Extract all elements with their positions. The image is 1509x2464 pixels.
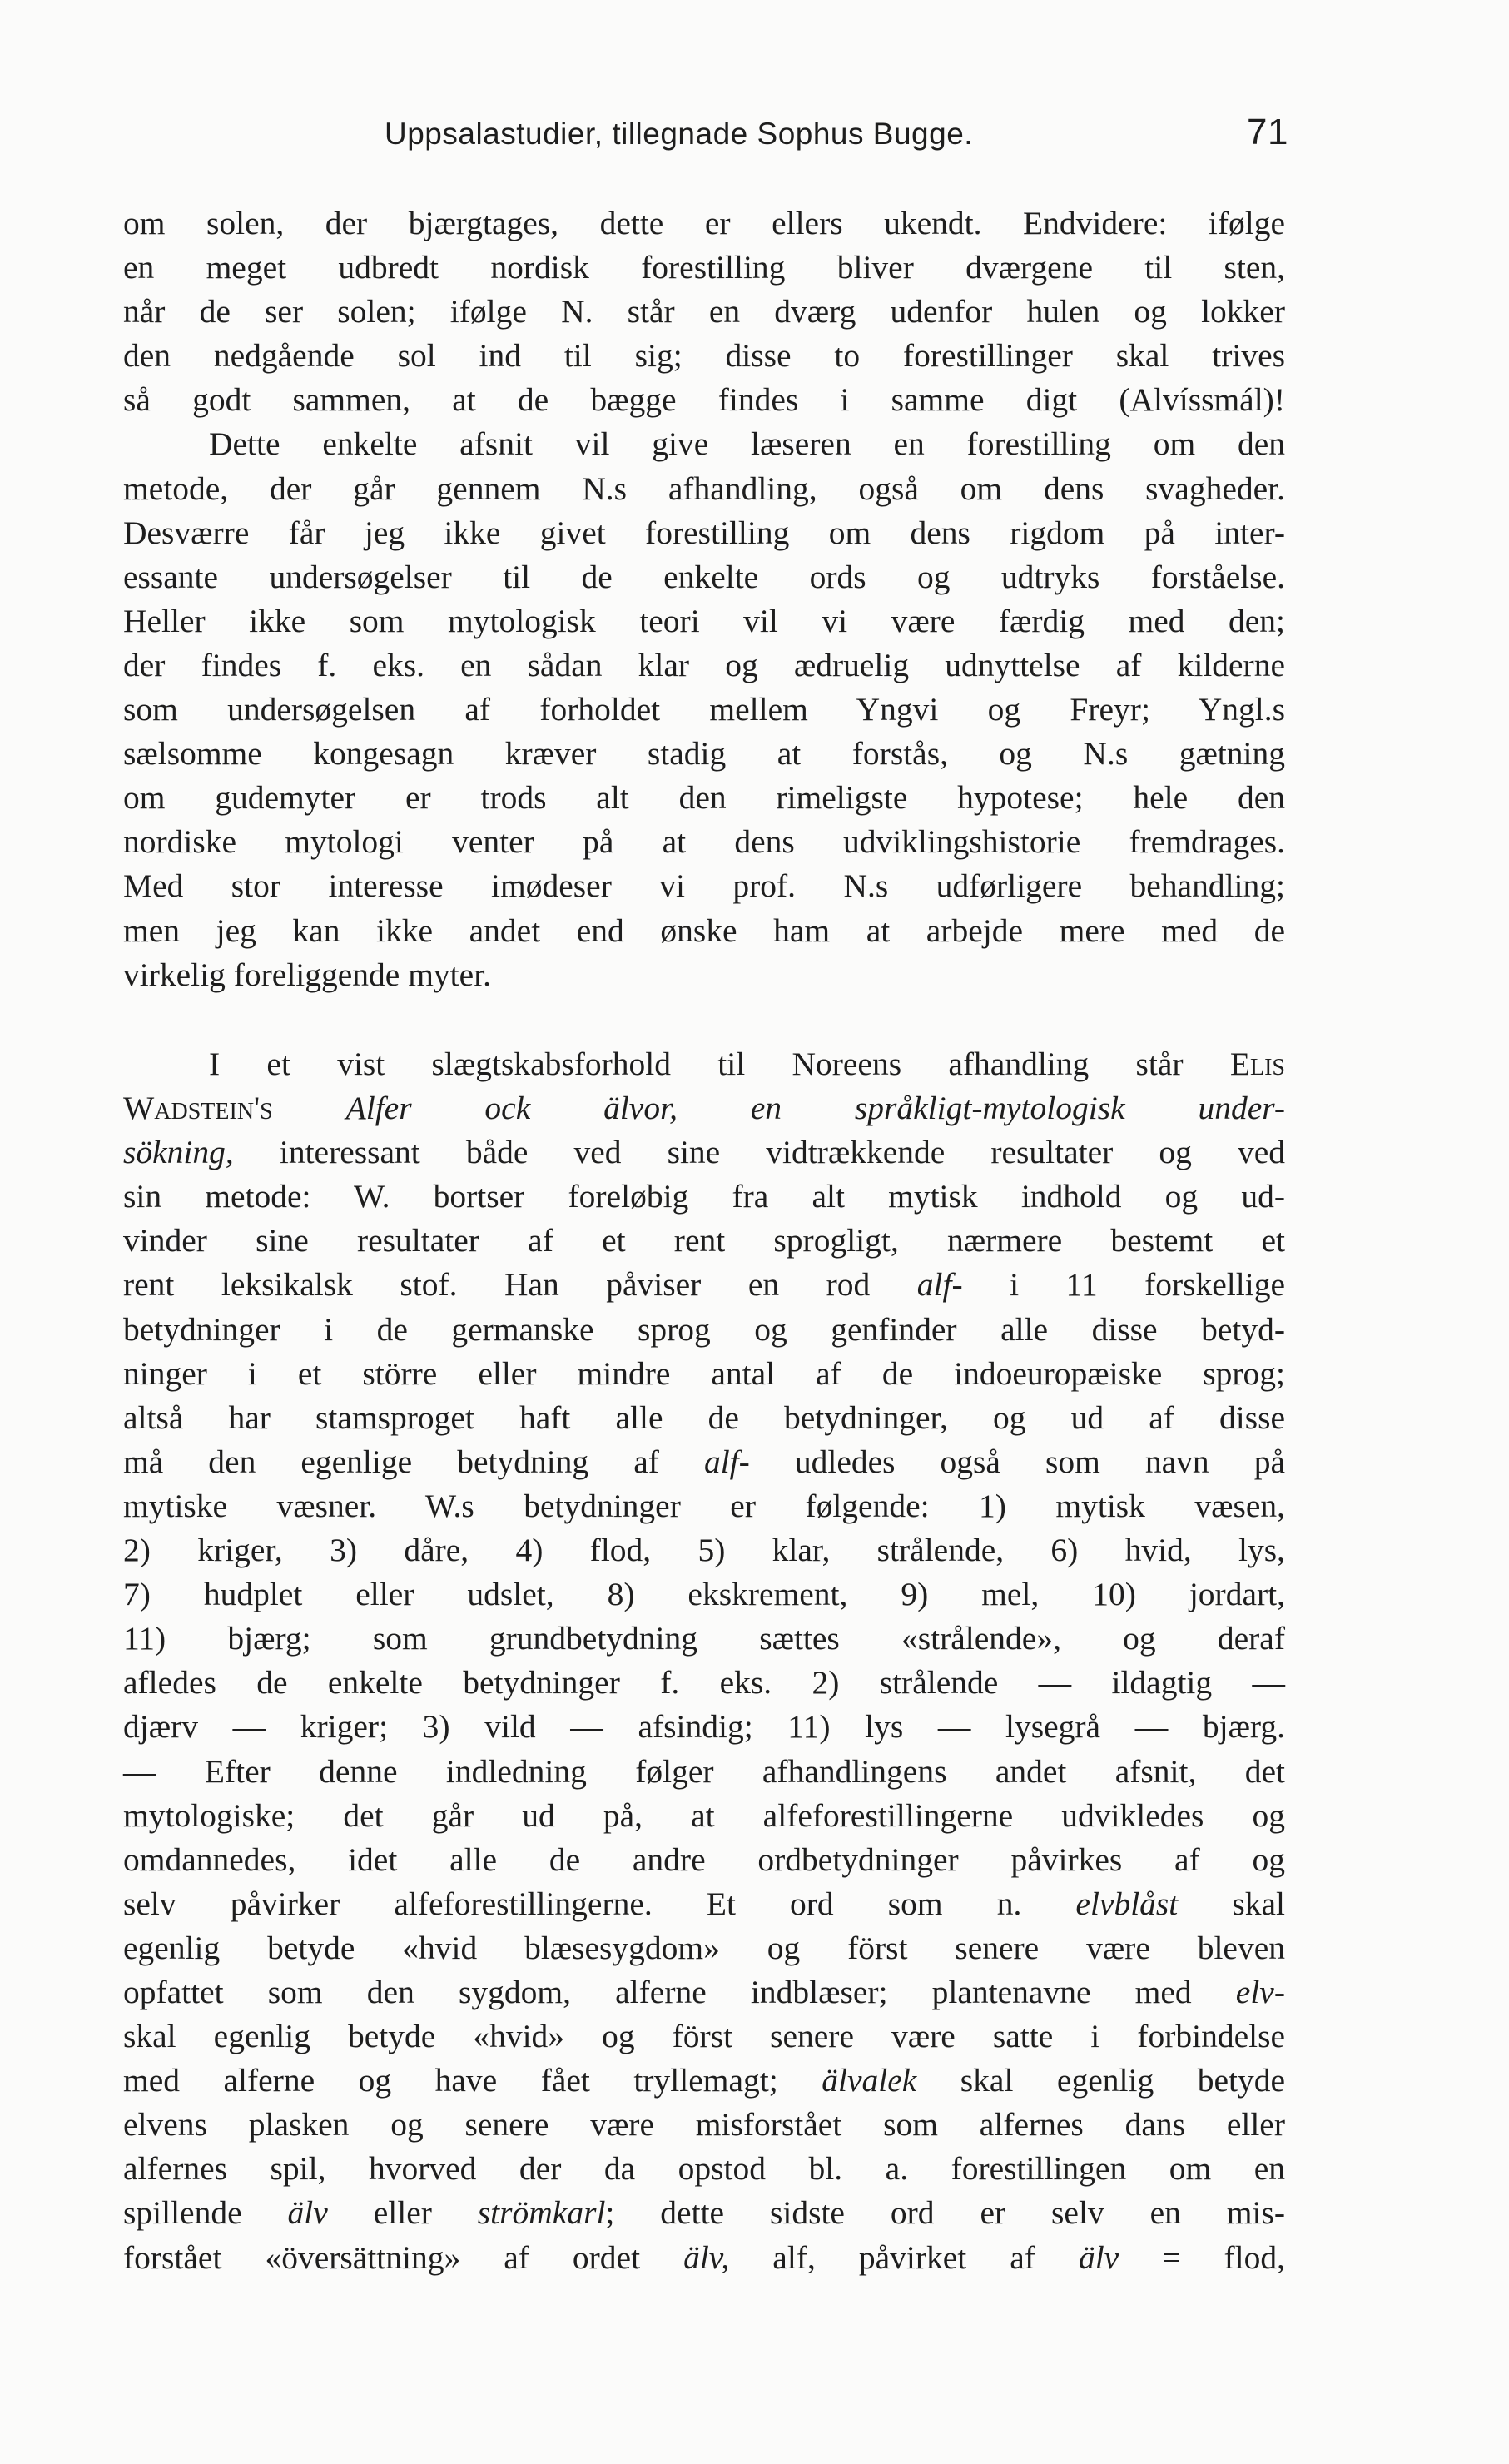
text-line: egenlig betyde «hvid blæsesygdom» og först senere være bleven <box>123 1929 1285 1966</box>
text-line: så godt sammen, at de bægge findes i samme digt (Alvíssmál)! <box>123 381 1285 419</box>
text-line: Dette enkelte afsnit vil give læseren en forestilling om den <box>209 425 1285 463</box>
text-line: omdannedes, idet alle de andre ordbetydninger påvirkes af og <box>123 1841 1285 1878</box>
text-line: sin metode: W. bortser foreløbig fra alt mytisk indhold og ud- <box>123 1178 1285 1215</box>
text-line: Desværre får jeg ikke givet forestilling om dens rigdom på inter- <box>123 514 1285 551</box>
text-line: når de ser solen; ifølge N. står en dværg udenfor hulen og lokker <box>123 293 1285 330</box>
running-title: Uppsalastudier, tillegnade Sophus Bugge. <box>385 117 974 151</box>
text-line: djærv — kriger; 3) vild — afsindig; 11) lys — lysegrå — bjærg. <box>123 1708 1285 1746</box>
running-head <box>385 112 1288 161</box>
text-line <box>123 2059 1285 2103</box>
text-run <box>273 1090 346 1126</box>
author-first-name: Elis <box>1229 1046 1285 1082</box>
text-line: metode, der går gennem N.s afhandling, også om dens svagheder. <box>123 469 1285 507</box>
text-line: afledes de enkelte betydninger f. eks. 2) strålende — ildagtig — <box>123 1664 1285 1701</box>
italic-term: elv- <box>1235 1973 1285 2010</box>
text-line: — Efter denne indledning følger afhandlingens andet afsnit, det <box>123 1752 1285 1790</box>
text-line <box>123 2191 1285 2235</box>
italic-term: älv, <box>683 2238 730 2276</box>
text-line: virkelig foreliggende myter. <box>123 956 492 993</box>
text-run: i 11 forskellige <box>962 1266 1285 1304</box>
italic-term: alf- <box>703 1443 750 1480</box>
italic-term: alf- <box>916 1266 963 1304</box>
text-line: 11) bjærg; som grundbetydning sættes «strålende», og deraf <box>123 1620 1285 1657</box>
text-run: med alferne og have fået tryllemagt; <box>123 2062 822 2099</box>
text-run: skal egenlig betyde <box>916 2062 1285 2099</box>
work-title: Alfer ock älvor, en språkligt-mytologisk under- <box>345 1090 1285 1127</box>
italic-term: älvalek <box>822 2062 917 2099</box>
text-line: Med stor interesse imødeser vi prof. N.s udførligere behandling; <box>123 867 1285 905</box>
text-line: som undersøgelsen af forholdet mellem Yngvi og Freyr; Yngl.s <box>123 691 1285 728</box>
text-line: essante undersøgelser til de enkelte ords og udtryks forståelse. <box>123 558 1285 595</box>
text-run: ; dette sidste ord er selv en mis- <box>605 2194 1286 2232</box>
text-line: om solen, der bjærgtages, dette er ellers ukendt. Endvidere: ifølge <box>123 205 1285 241</box>
text-run: I et vist slægtskabsforhold til Noreens afhandling står <box>209 1046 1230 1082</box>
italic-term: älv <box>1078 2238 1119 2276</box>
text-line: en meget udbredt nordisk forestilling bliver dværgene til sten, <box>123 249 1285 286</box>
text-line: elvens plasken og senere være misforstået som alfernes dans eller <box>123 2106 1285 2144</box>
text-line: den nedgående sol ind til sig; disse to forestillinger skal trives <box>123 337 1285 375</box>
text-run: alf, påvirket af <box>729 2238 1079 2276</box>
text-run: spillende <box>123 2194 288 2232</box>
text-line: sælsomme kongesagn kræver stadig at forstås, og N.s gætning <box>123 735 1285 772</box>
italic-term: strömkarl <box>477 2194 606 2232</box>
text-run: = flod, <box>1119 2238 1285 2276</box>
paragraph-1 <box>123 201 1285 997</box>
text-line <box>123 1086 1285 1130</box>
text-line: alfernes spil, hvorved der da opstod bl. a. forestillingen om en <box>123 2150 1285 2188</box>
text-line <box>123 1970 1285 2014</box>
text-line: der findes f. eks. en sådan klar og ædruelig udnyttelse af kilderne <box>123 646 1285 683</box>
text-line <box>123 2236 1285 2280</box>
text-line <box>123 1130 1285 1175</box>
text-run: rent leksikalsk stof. Han påviser en rod <box>123 1266 917 1304</box>
text-line: vinder sine resultater af et rent sprogligt, nærmere bestemt et <box>123 1222 1285 1259</box>
text-run: selv påvirker alfeforestillingerne. Et ord som n. <box>123 1885 1076 1922</box>
text-run: skal <box>1178 1885 1285 1922</box>
text-line: 2) kriger, 3) dåre, 4) flod, 5) klar, strålende, 6) hvid, lys, <box>123 1532 1285 1569</box>
text-run: eller <box>327 2194 478 2232</box>
text-line: 7) hudplet eller udslet, 8) ekskrement, 9) mel, 10) jordart, <box>123 1576 1285 1613</box>
text-line <box>123 1882 1285 1926</box>
text-line <box>123 1042 1285 1086</box>
text-line: mytiske væsner. W.s betydninger er følgende: 1) mytisk væsen, <box>123 1487 1285 1524</box>
text-run: må den egenlige betydning af <box>123 1443 704 1480</box>
italic-term: älv <box>287 2194 328 2232</box>
text-line: mytologiske; det går ud på, at alfeforestillingerne udvikledes og <box>123 1796 1285 1834</box>
text-line: skal egenlig betyde «hvid» og först senere være satte i forbindelse <box>123 2018 1285 2055</box>
text-line: om gudemyter er trods alt den rimeligste hypotese; hele den <box>123 779 1285 817</box>
text-line <box>123 1440 1285 1484</box>
text-run: udledes også som navn på <box>749 1443 1285 1480</box>
paragraph-2 <box>123 1042 1285 2280</box>
text-run: forstået «översättning» af ordet <box>123 2238 684 2276</box>
page-number: 71 <box>1247 112 1288 152</box>
text-line: men jeg kan ikke andet end ønske ham at arbejde mere med de <box>123 912 1285 949</box>
work-title: sökning, <box>123 1134 234 1171</box>
text-line: ninger i et större eller mindre antal af de indoeuropæiske sprog; <box>123 1354 1285 1392</box>
text-line: Heller ikke som mytologisk teori vil vi være færdig med den; <box>123 602 1285 639</box>
text-line: altså har stamsproget haft alle de betydninger, og ud af disse <box>123 1398 1285 1436</box>
text-line: nordiske mytologi venter på at dens udviklingshistorie fremdrages. <box>123 823 1285 861</box>
text-run: interessant både ved sine vidtrækkende resultater og ved <box>233 1134 1285 1171</box>
text-line: betydninger i de germanske sprog og genfinder alle disse betyd- <box>123 1310 1285 1348</box>
italic-term: elvblåst <box>1075 1885 1179 1922</box>
text-line <box>123 1263 1285 1307</box>
author-surname: Wadstein's <box>123 1090 273 1127</box>
text-run: opfattet som den sygdom, alferne indblæser; plantenavne med <box>123 1973 1236 2010</box>
